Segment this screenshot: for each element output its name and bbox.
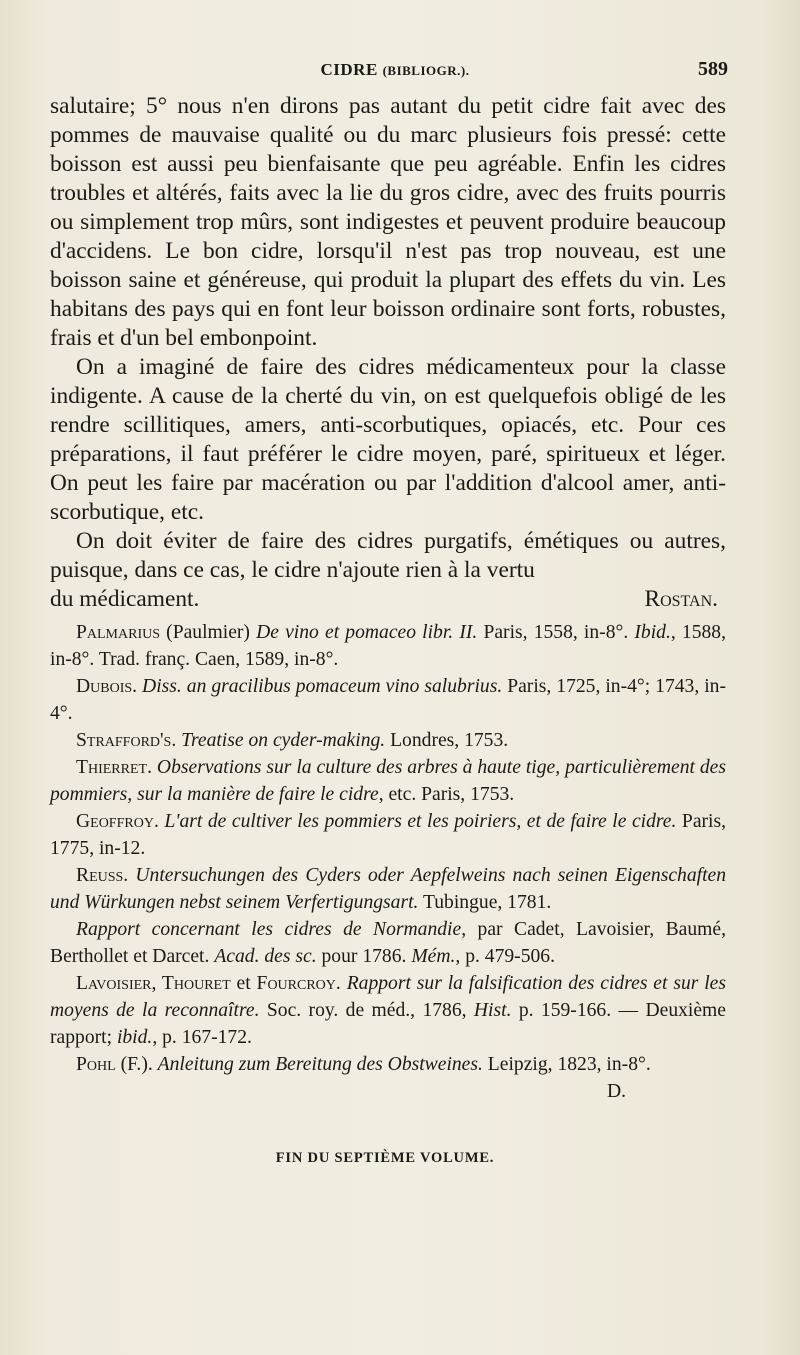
entry-title: Rapport concernant les cidres de Normandie	[76, 919, 462, 940]
entry-text: Paris, 1558, in-8°.	[477, 622, 635, 643]
entry-title: Mém.	[411, 946, 456, 967]
bibliography-entry	[50, 673, 726, 727]
entry-text: Paris, 1725, in-4°; 1743, in-4°.	[50, 676, 726, 724]
running-head	[50, 60, 740, 80]
entry-title: Observations sur la culture des arbres à haute tige, particulièrement des pommiers, sur la manière de faire le cidre	[50, 757, 726, 805]
text-block	[50, 92, 726, 1105]
entry-author: Geoffroy.	[76, 811, 159, 832]
bibliography-entry	[50, 619, 726, 673]
entry-title: Ibid.	[634, 622, 671, 643]
bibliography-entry	[50, 970, 726, 1051]
entry-title: Treatise on cyder-making.	[181, 730, 386, 751]
entry-text: et	[230, 973, 257, 994]
bibliography	[50, 619, 727, 1102]
paragraph-3	[50, 527, 726, 585]
paragraph-2: On a imaginé de faire des cidres médicamenteux pour la classe indigente. A cause de la cherté du vin, on est quelquefois obligé de les rendre scillitiques, amers, anti-scorbutiques, opiacés, etc. Pour ces préparations, il faut préférer le cidre moyen, paré, spiritueux et léger. On peut les faire par macération ou par l'addition d'alcool amer, anti-scorbutique, etc.	[50, 354, 726, 525]
entry-title: ibid.	[116, 1027, 153, 1048]
entry-author: Thierret.	[76, 757, 152, 778]
entry-text: , etc. Paris, 1753.	[378, 784, 515, 805]
entry-text: (Paulmier)	[160, 622, 257, 643]
paragraph-1: salutaire; 5° nous n'en dirons pas autant du petit cidre fait avec des pommes de mauvaise qualité ou du marc plusieurs fois pressé: cette boisson est aussi peu bienfaisante que peu agréable. Enfin les cidres troubles et altérés, faits avec la lie du gros cidre, avec des fruits pourris ou simplement trop mûrs, sont indigestes et peuvent produire beaucoup d'accidens. Le bon cidre, lorsqu'il n'est pas trop nouveau, est une boisson saine et généreuse, qui produit la plupart des effets du vin. Les habitans des pays qui en font leur boisson ordinaire sont forts, robustes, frais et d'un bel embonpoint.	[50, 93, 726, 351]
entry-author: Palmarius	[76, 622, 161, 643]
end-of-volume: FIN DU SEPTIÈME VOLUME.	[275, 1150, 495, 1166]
bibliography-entry	[50, 808, 726, 862]
bibliography-entry	[50, 916, 726, 970]
entry-text: Fourcroy.	[256, 973, 341, 994]
bibliography-entry	[50, 727, 726, 754]
entry-text: Paris, 1775, in-12.	[50, 811, 727, 859]
page-number: 589	[698, 58, 728, 80]
entry-title: Rapport sur la falsification des cidres et sur les moyens de la reconnaître.	[50, 973, 727, 1021]
author-initial: D.	[606, 1081, 626, 1102]
entry-text: , p. 479-506.	[455, 946, 555, 967]
entry-text: , p. 167-172.	[152, 1027, 252, 1048]
entry-title: Acad. des sc.	[214, 946, 317, 967]
entry-title: De vino et pomaceo libr. II.	[256, 622, 478, 643]
paragraph-3-last-line: du médicament.	[50, 586, 200, 612]
paragraph-3-end	[50, 585, 726, 614]
bibliography-entry	[50, 862, 726, 916]
entry-text: pour 1786.	[316, 946, 412, 967]
entry-title: Untersuchungen des Cyders oder Aepfelweins nach seinen Eigenschaften und Würkungen nebst seinem Verfertigungsart.	[50, 865, 727, 913]
entry-title: Diss. an gracilibus pomaceum vino salubrius.	[142, 676, 503, 697]
entry-text: p. 159-166. — Deuxième rapport;	[50, 1000, 726, 1048]
entry-title: Hist.	[473, 1000, 512, 1021]
entry-author: Lavoisier, Thouret	[76, 973, 231, 994]
bibliography-entry	[50, 1051, 726, 1102]
entry-author: Dubois.	[76, 676, 138, 697]
running-head-subtitle: (BIBLIOGR.).	[382, 63, 470, 78]
entry-author: Pohl	[76, 1054, 116, 1075]
entry-title: Anleitung zum Bereitung des Obstweines.	[157, 1054, 483, 1075]
entry-text: Tubingue, 1781.	[418, 892, 552, 913]
entry-author: Reuss.	[76, 865, 129, 886]
entry-text: Soc. roy. de méd., 1786,	[259, 1000, 474, 1021]
author-signature: Rostan.	[644, 586, 718, 612]
paragraph-3-text: On doit éviter de faire des cidres purgatifs, émétiques ou autres, puisque, dans ce cas, le cidre n'ajoute rien à la vertu	[50, 528, 726, 583]
entry-text: , 1588, in-8°. Trad. franç. Caen, 1589, in-8°.	[50, 622, 726, 670]
entry-text: (F.).	[115, 1054, 158, 1075]
entry-text: Londres, 1753.	[385, 730, 509, 751]
running-head-title: CIDRE	[320, 60, 378, 79]
entry-text: , par Cadet, Lavoisier, Baumé, Berthollet et Darcet.	[50, 919, 726, 967]
bibliography-entry	[50, 754, 726, 808]
entry-text: Leipzig, 1823, in-8°.	[482, 1054, 651, 1075]
page-header	[50, 60, 740, 88]
entry-author: Strafford's.	[76, 730, 177, 751]
main-text	[50, 92, 726, 614]
entry-title: L'art de cultiver les pommiers et les poiriers, et de faire le cidre.	[164, 811, 677, 832]
